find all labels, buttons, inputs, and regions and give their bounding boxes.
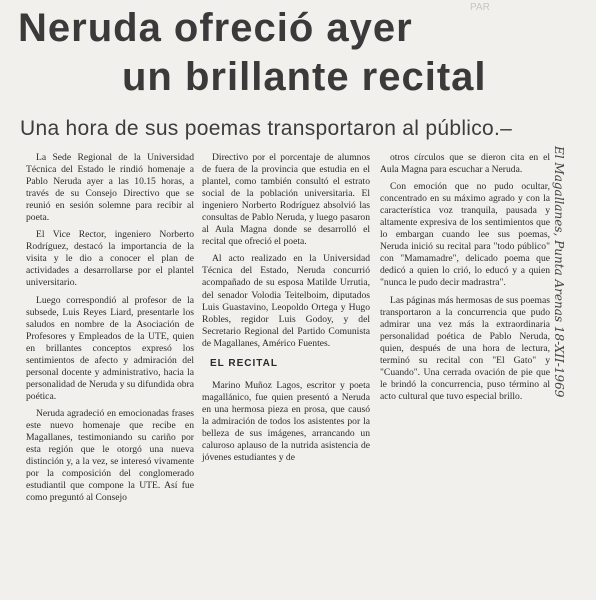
paragraph: Directivo por el porcentaje de alumnos de fuera de la provincia que estudia en el plantel, como también consultó el estrato social de la población universitaria. El ingeniero Norberto Rodríguez absolvió las consultas de Pablo Neruda, y luego pasaron al Aula Magna donde se desarrolló el recital que ofreció el poeta. (202, 152, 370, 248)
paragraph: Las páginas más hermosas de sus poemas transportaron a la concurrencia que pudo admirar una vez más la extraordinaria personalidad poética de Pablo Neruda, quien, después de una hora de lectura, terminó su recital con "El Gato" y "Cuando". Una cerrada ovación de pie que le brindó la concurrencia, puso término al acto cultural que tuvo especial brillo. (380, 294, 550, 402)
article-column-1 (26, 152, 194, 509)
handwritten-source-note: El Magallanes, Punta Arenas 18-XII-1969 (552, 146, 566, 398)
paragraph: El Vice Rector, ingeniero Norberto Rodríguez, destacó la importancia de la visita y le dio a conocer el plan de actividades a desarrollarse por el plantel universitario. (26, 229, 194, 289)
subheadline: Una hora de sus poemas transportaron al público.– (20, 117, 513, 140)
section-heading: EL RECITAL (210, 357, 278, 369)
article-column-2 (202, 152, 370, 469)
paragraph: Marino Muñoz Lagos, escritor y poeta magallánico, fue quien presentó a Neruda en una hermosa pieza en prosa, que causó la admiración de todos los asistentes por la belleza de sus imágenes, arrancando un caluroso aplauso de la nutrida asistencia de jóvenes estudiantes y de (202, 379, 370, 464)
article-column-3 (380, 152, 550, 408)
bleed-through-text: PAR (470, 2, 490, 13)
paragraph: Al acto realizado en la Universidad Técnica del Estado, Neruda concurrió acompañado de su esposa Matilde Urrutia, del senador Volodia Teitelboim, diputados Luis Guastavino, Leopoldo Ortega y Hugo Robles, regidor Luis Godoy, y del Secretario Regional del Partido Comunista de Magallanes, Américo Fuentes. (202, 253, 370, 349)
paragraph: La Sede Regional de la Universidad Técnica del Estado le rindió homenaje a Pablo Neruda ayer a las 10.15 horas, a través de su Consejo Directivo que se reunió en sesión solemne para recibir al poeta. (26, 152, 194, 224)
paragraph: Neruda agradeció en emocionadas frases este nuevo homenaje que recibe en Magallanes, testimoniando su cariño por esta región que le otorgó una nueva distinción y, a la vez, se interesó vivamente por la composición del conglomerado estudiantil que compone la UTE. Así fue como preguntó al Consejo (26, 407, 194, 504)
headline-line-1: Neruda ofreció ayer (18, 6, 413, 50)
paragraph: Con emoción que no pudo ocultar, concentrado en su máximo agrado y con la característica voz tranquila, pausada y altamente expresiva de los sentimientos que lo embargan cuando lee sus poemas, Neruda inició su recital para "todo público" con "Mamamadre", delicado poema que dedicó a quien lo crió, lo educó y a quien "nunca le pudo decir madrastra". (380, 181, 550, 289)
paragraph: Luego correspondió al profesor de la subsede, Luis Reyes Liard, presentarle los saludos en nombre de la Asociación de Profesores y Empleados de la UTE, quien en brillantes conceptos expresó los sentimientos de afecto y admiración del personal docente y administrativo, hacia la personalidad de Neruda y su difundida obra poética. (26, 294, 194, 402)
headline-line-2: un brillante recital (122, 55, 487, 99)
paragraph: otros círculos que se dieron cita en el Aula Magna para escuchar a Neruda. (380, 152, 550, 176)
